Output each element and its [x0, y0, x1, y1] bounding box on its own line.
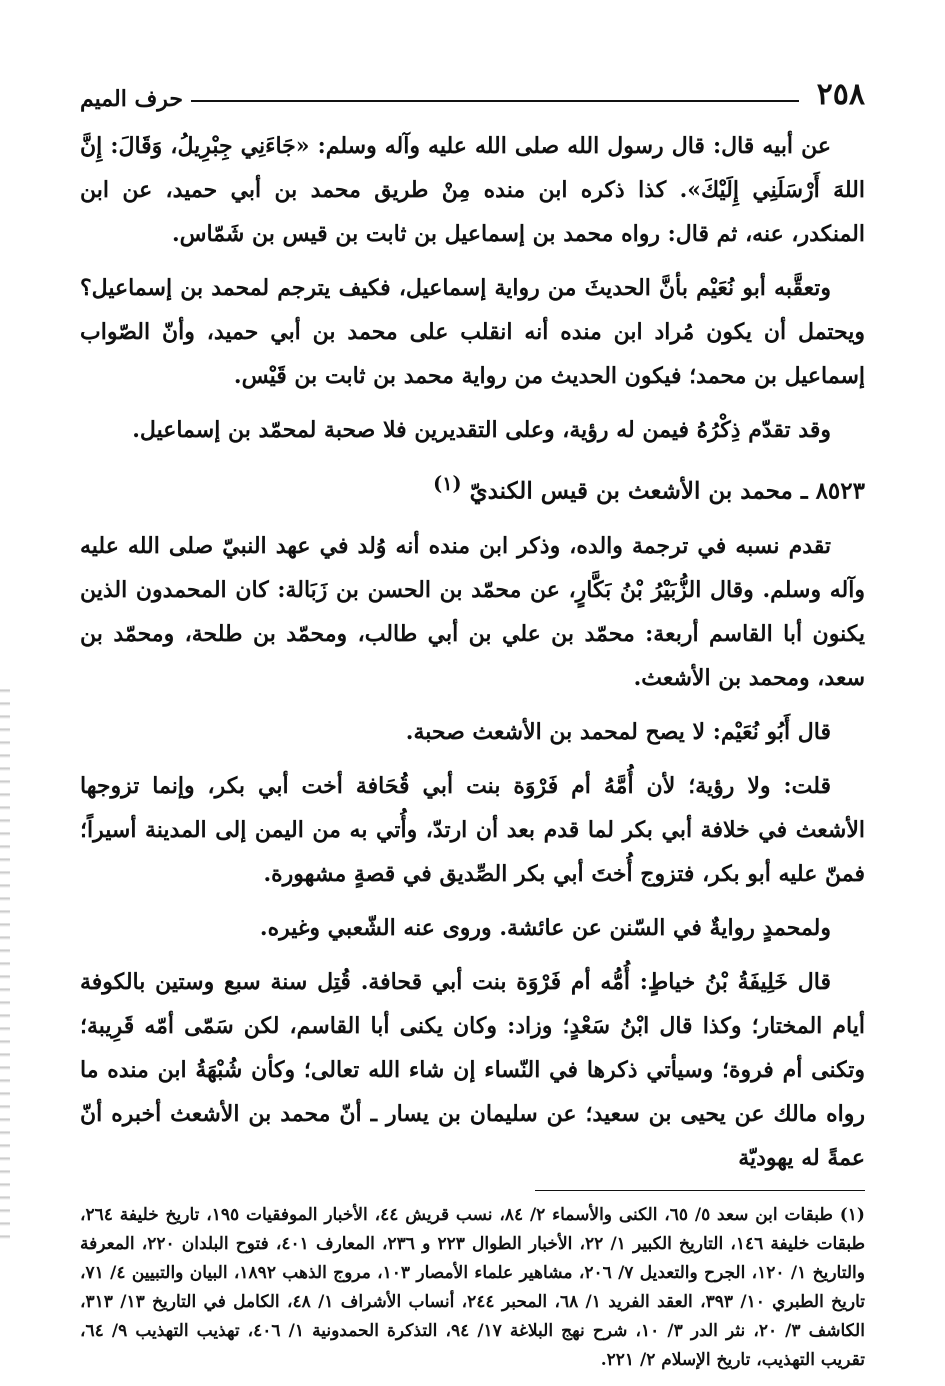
paragraph: ولمحمدٍ روايةٌ في السّنن عن عائشة. وروى عنه الشّعبي وغيره. — [259, 914, 831, 941]
running-title: حرف الميم — [80, 86, 184, 112]
entry-heading-text: ٨٥٢٣ ـ محمد بن الأشعث بن قيس الكنديّ — [469, 477, 865, 505]
footnote-ref: (١) — [433, 472, 462, 495]
paragraph: قلت: ولا رؤية؛ لأن أُمَّهُ أم فَرْوَة بنت أبي قُحَافة أخت أبي بكر، وإنما تزوجها الأشعث في خلافة أبي بكر لما قدم بعد أن ارتدّ، وأُتي به من اليمن إلى المدينة أسيراً؛ فمنّ عليه أبو بكر، فتزوج أُختَ أبي بكر الصِّديق في قصةٍ مشهورة. — [80, 772, 865, 887]
scan-edge-artifact — [0, 680, 10, 1240]
paragraph: وقد تقدّم ذِكْرُهُ فيمن له رؤية، وعلى التقديرين فلا صحبة لمحمّد بن إسماعيل. — [132, 417, 831, 443]
paragraph: قال خَلِيفَةُ بْنُ خياطٍ: أُمُّه أم فَرْوَة بنت أبي قحافة. قُتِل سنة سبع وستين بالكوفة أيام المختار؛ وكذا قال ابْنُ سَعْدٍ؛ وزاد: وكان يكنى أبا القاسم، لكن سَمّى أمّه قَرِيبة؛ وتكنى أم فروة؛ وسيأتي ذكرها في النّساء إن شاء الله تعالى؛ وكأن شُبْهَةُ ابن منده ما رواه مالك عن يحيى بن سعيد؛ عن سليمان بن يسار ـ أنّ محمد بن الأشعث أخبره أنّ عمةً له يهوديّة — [80, 968, 865, 1171]
header-rule — [191, 100, 799, 102]
paragraph: وتعقَّبه أبو نُعَيْم بأنَّ الحديثَ من رواية إسماعيل، فكيف يترجم لمحمد بن إسماعيل؟ ويحتمل أن يكون مُراد ابن منده أنه انقلب على محمد بن أبي حميد، وأنّ الصّواب إسماعيل بن محمد؛ فيكون الحديث من رواية محمد بن ثابت بن قَيْس. — [80, 275, 865, 389]
page-number: ٢٥٨ — [816, 77, 865, 112]
main-text — [80, 124, 865, 1180]
paragraph: قال أَبُو نُعَيْم: لا يصح لمحمد بن الأشعث صحبة. — [405, 718, 831, 745]
footnote-rule — [535, 1190, 865, 1191]
page-header — [80, 70, 865, 110]
paragraph: تقدم نسبه في ترجمة والده، وذكر ابن منده أنه وُلد في عهد النبيّ صلى الله عليه وآله وسلم. وقال الزُّبَيْرُ بْنُ بَكَّارٍ، عن محمّد بن الحسن بن زَبَالة: كان المحمدون الذين يكنون أبا القاسم أربعة: محمّد بن علي بن أبي طالب، ومحمّد بن طلحة، ومحمّد بن سعد، ومحمد بن الأشعث. — [80, 532, 865, 691]
paragraph: عن أبيه قال: قال رسول الله صلى الله عليه وآله وسلم: «جَاءَنِي جِبْرِيلُ، وَقَالَ: إِنَّ اللهَ أَرْسَلَنِي إِلَيْكَ». كذا ذكره ابن منده مِنْ طريق محمد بن أبي حميد، عن ابن المنكدر، عنه، ثم قال: رواه محمد بن إسماعيل بن ثابت بن قيس بن شَمّاس. — [80, 133, 865, 247]
footnote: (١) طبقات ابن سعد ٥/ ٦٥، الكنى والأسماء ٢/ ٨٤، نسب قريش ٤٤، الأخبار الموفقيات ١٩٥، تاريخ خليفة ٢٦٤، طبقات خليفة ١٤٦، التاريخ الكبير ١/ ٢٢، الأخبار الطوال ٢٢٣ و ٢٣٦، المعارف ٤٠١، فتوح البلدان ٢٢٠، المعرفة والتاريخ ١/ ١٢٠، الجرح والتعديل ٧/ ٢٠٦، مشاهير علماء الأمصار ١٠٣، مروج الذهب ١٨٩٢، البيان والتبيين ٤/ ٧١، تاريخ الطبري ١٠/ ٣٩٣، العقد الفريد ١/ ٦٨، المحبر ٢٤٤، أنساب الأشراف ١/ ٤٨، الكامل في التاريخ ١٣/ ٣١٣، الكاشف ٣/ ٢٠، نثر الدر ٣/ ١٠، شرح نهج البلاغة ١٧/ ٩٤، التذكرة الحمدونية ١/ ٤٠٦، تهذيب التهذيب ٩/ ٦٤، تقريب التهذيب، تاريخ الإسلام ٢/ ٢٢١. — [80, 1204, 866, 1370]
entry-heading — [80, 462, 865, 514]
